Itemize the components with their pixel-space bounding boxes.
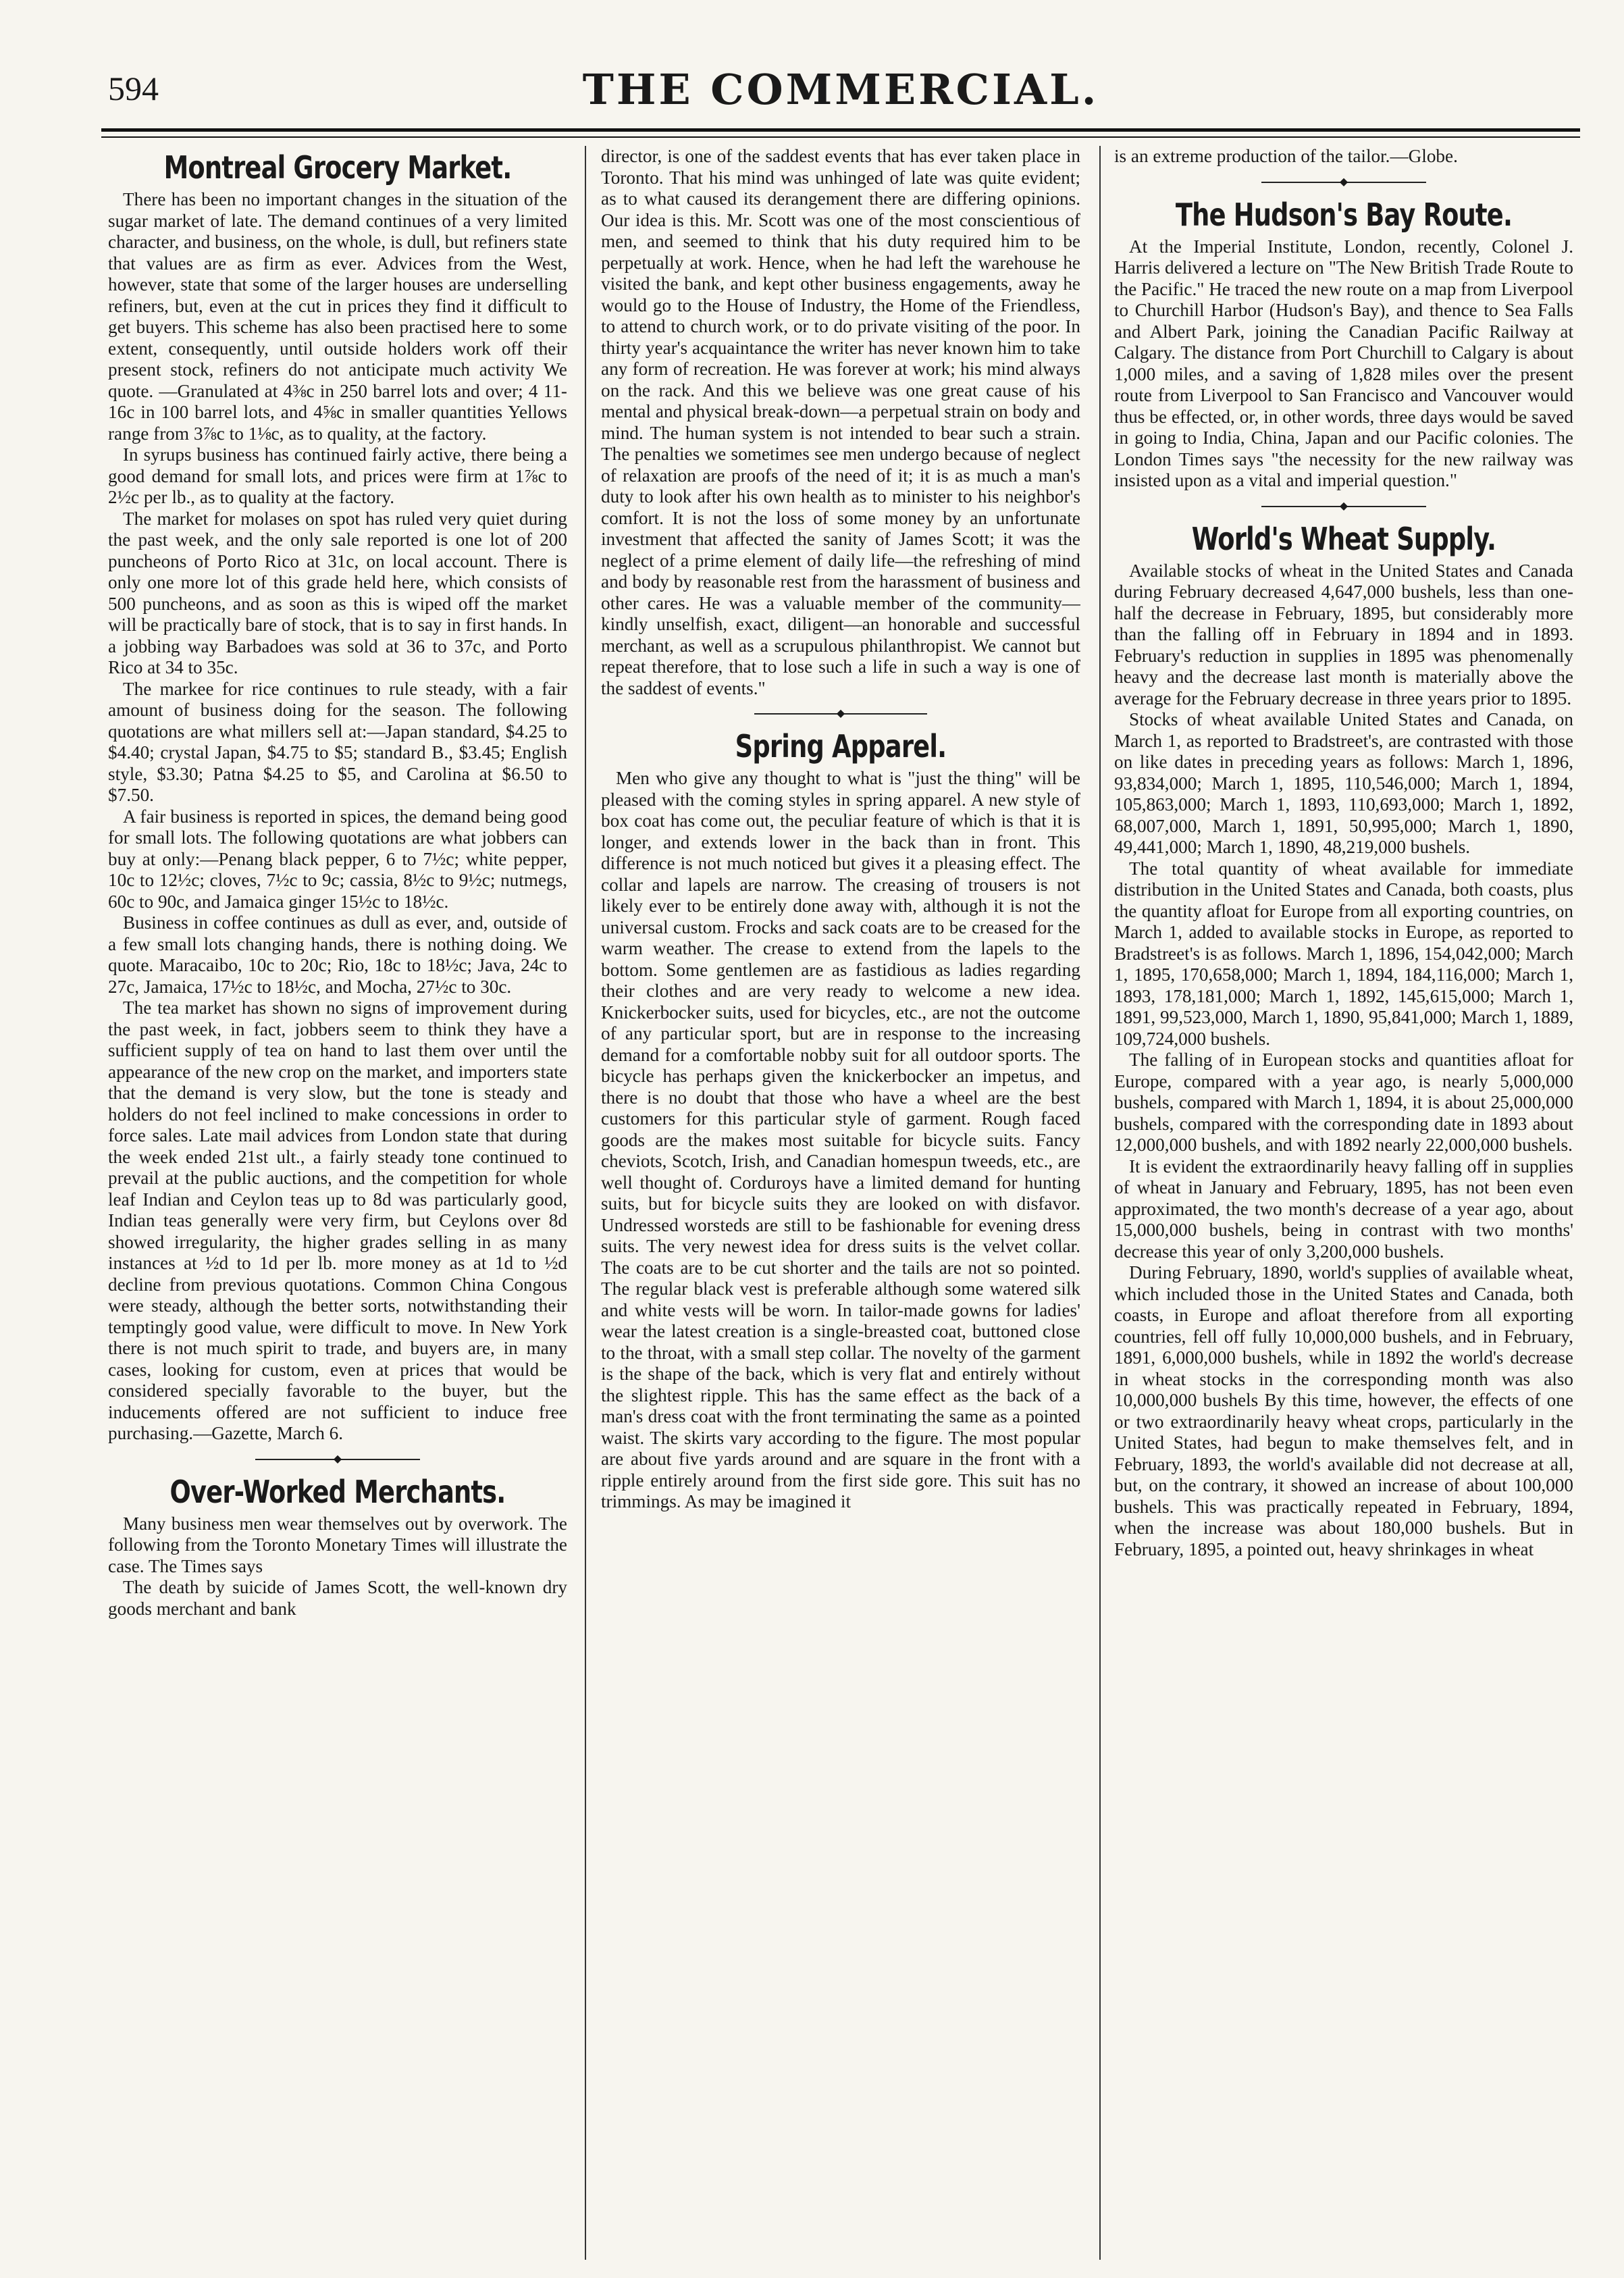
- article-paragraph: The total quantity of wheat available for immediate distribution in the United States and Canada, both coasts, plus the quantity afloat for Europe from all exporting countries, on March 1, added to available stocks in Europe, as reported to Bradstreet's is as follows. March 1, 1896, 154,042,000; March 1, 1895, 170,658,000; March 1, 1894, 184,116,000; March 1, 1893, 178,181,000; March 1, 1892, 145,615,000; March 1, 1891, 99,523,000, March 1, 1890, 95,841,000; March 1, 1889, 109,724,000 bushels.: [1114, 858, 1573, 1049]
- article-paragraph: Many business men wear themselves out by overwork. The following from the Toronto Monetary Times will illustrate the case. The Times says: [108, 1513, 567, 1576]
- diamond-ornament-icon: ◆: [333, 1453, 342, 1465]
- column-rule: [1099, 146, 1101, 2260]
- column-1: [108, 146, 567, 2260]
- article-paragraph: director, is one of the saddest events that has ever taken place in Toronto. That his mind was unhinged of late was quite evident; as to what caused its derangement there are differing opinions. Our idea is this. Mr. Scott was one of the most conscientious of men, and seemed to think that his duty required him to be perpetually at work. Hence, when he had left the warehouse he visited the bank, and kept other business engagements, away he would go to the House of Industry, the Home of the Friendless, to attend to church work, or to do private visiting of the poor. In thirty year's acquaintance the writer has never known him to take any form of recreation. He was forever at work; his mind always on the rack. And this we believe was one great cause of his mental and physical break-down—a perpetual strain on body and mind. The human system is not intended to bear such a strain. The penalties we sometimes see men undergo because of neglect of relaxation are proofs of the need of it; it is as much a man's duty to look after his own health as to minister to his neighbor's comfort. It is not the loss of some money by an unfortunate investment that affected the sanity of James Scott; it was the neglect of a prime element of daily life—the refreshing of mind and body by reasonable rest from the harassment of business and other cares. He was a valuable member of the community—kindly unselfish, exact, diligent—an honorable and successful merchant, as well as a scrupulous philanthropist. We cannot but repeat therefore, that to lose such a life in such a way is one of the saddest of events.": [601, 146, 1080, 698]
- article-paragraph: is an extreme production of the tailor.—Globe.: [1114, 146, 1458, 166]
- article-paragraph: The market for molases on spot has ruled very quiet during the past week, and the only sale reported is one lot of 200 puncheons of Porto Rico at 31c, on local account. There is only one more lot of this grade held here, which consists of 500 puncheons, and as soon as this is wiped off the market will be practically bare of stock, that is to say in first hands. In a jobbing way Barbadoes was sold at 36 to 37c, and Porto Rico at 34 to 35c.: [108, 508, 567, 677]
- article-paragraph: In syrups business has continued fairly active, there being a good demand for small lots, and prices were firm at 1⅞c to 2½c per lb., as to quality at the factory.: [108, 444, 567, 507]
- article-paragraph: Stocks of wheat available United States and Canada, on March 1, as reported to Bradstreet's, are contrasted with those on like dates in preceding years as follows: March 1, 1896, 93,834,000; March 1, 1895, 110,546,000; March 1, 1894, 105,863,000; March 1, 1893, 110,693,000; March 1, 1892, 68,007,000, March 1, 1891, 50,995,000; March 1, 1890, 49,441,000; March 1, 1890, 48,219,000 bushels.: [1114, 709, 1573, 857]
- article-paragraph: It is evident the extraordinarily heavy falling off in supplies of wheat in January and February, 1895, has not been even approximated, the two month's decrease of a year ago, about 15,000,000 bushels, being in contrast with two months' decrease this year of only 3,200,000 bushels.: [1114, 1156, 1573, 1262]
- article-paragraph: During February, 1890, world's supplies of available wheat, which included those in the United States and Canada, both coasts, in Europe and afloat therefore from all exporting countries, fell off fully 10,000,000 bushels, and in February, 1891, 6,000,000 bushels, while in 1892 the world's decrease in wheat stocks in the corresponding month was also 10,000,000 bushels By this time, however, the effects of one or two extraordinarily heavy wheat crops, particularly in the United States, had begun to make themselves felt, and in February, 1893, the world's available did not decrease at all, but, on the contrary, it showed an increase of about 100,000 bushels. This was practically repeated in February, 1894, when the increase was about 180,000 bushels. But in February, 1895, a pointed out, heavy shrinkages in wheat: [1114, 1262, 1573, 1559]
- article-heading: Spring Apparel.: [735, 728, 947, 765]
- section-divider: [601, 708, 1080, 719]
- section-divider: [1114, 501, 1573, 512]
- article-paragraph: Available stocks of wheat in the United States and Canada during February decreased 4,647,000 bushels, less than one-half the decrease in February, 1895, but considerably more than the falling off in February in 1894 and in 1893. February's reduction in supplies in 1895 was phenomenally heavy and the decrease last month is materially above the average for the February decrease in three years prior to 1895.: [1114, 560, 1573, 708]
- masthead: [101, 59, 1580, 127]
- article-heading: World's Wheat Supply.: [1191, 520, 1496, 557]
- article-paragraph: At the Imperial Institute, London, recently, Colonel J. Harris delivered a lecture on "The New British Trade Route to the Pacific." He traced the new route on a map from Liverpool to Churchill Harbor (Hudson's Bay), and thence to Sea Falls and Albert Park, joining the Canadian Pacific Railway at Calgary. The distance from Port Churchill to Calgary is about 1,000 miles, and a saving of 1,828 miles over the present route from Liverpool to San Francisco and Vancouver would thus be effected, or, in other words, three days would be saved in going to India, China, Japan and our Pacific colonies. The London Times says "the necessity for the new railway was insisted upon as a vital and imperial question.": [1114, 236, 1573, 490]
- page-number: 594: [108, 70, 159, 107]
- article-paragraph: Business in coffee continues as dull as ever, and, outside of a few small lots changing hands, there is nothing doing. We quote. Maracaibo, 10c to 20c; Rio, 18c to 18½c; Java, 24c to 27c, Jamaica, 17½c to 18½c, and Mocha, 27½c to 30c.: [108, 912, 567, 997]
- article-paragraph: The falling of in European stocks and quantities afloat for Europe, compared with a year ago, is nearly 5,000,000 bushels, compared with March 1, 1894, it is about 25,000,000 bushels, compared with the corresponding date in 1893 about 12,000,000 bushels, and with 1892 nearly 22,000,000 bushels.: [1114, 1050, 1573, 1155]
- section-divider: [1114, 177, 1573, 188]
- masthead-rule-thick: [101, 128, 1580, 132]
- article-paragraph: The tea market has shown no signs of improvement during the past week, in fact, jobbers seem to think they have a sufficient supply of tea on hand to last them over until the appearance of the new crop on the market, and importers state that the demand is very slow, but the tone is steady and holders do not feel inclined to make concessions in order to force sales. Late mail advices from London state that during the week ended 21st ult., a fairly steady tone continued to prevail at the public auctions, and the competition for whole leaf Indian and Ceylon teas up to 8d was particularly good, Indian teas generally were very firm, but Ceylons over 8d showed irregularity, the higher grades selling in as many instances at ½d to 1d per lb. more money as at 1d to ½d decline from previous quotations. Common China Congous were steady, although the better sorts, notwithstanding their temptingly good value, were difficult to move. In New York there is not much spirit to trade, and buyers are, in many cases, looking for custom, even at prices that would be considered specially favorable to the buyer, but the inducements offered are not sufficient to induce free purchasing.—Gazette, March 6.: [108, 998, 567, 1443]
- article-paragraph: There has been no important changes in the situation of the sugar market of late. The demand continues of a very limited character, and business, on the whole, is dull, but refiners state that values are as firm as ever. Advices from the West, however, state that some of the larger houses are underselling refiners, but, even at the cut in prices they find it difficult to get buyers. This scheme has also been practised here to some extent, consequently, until outside holders work off their present stock, refiners do not anticipate much activity We quote. —Granulated at 4⅜c in 250 barrel lots and over; 4 11-16c in 100 barrel lots, and 4⅝c in smaller quantities Yellows range from 3⅞c to 1⅛c, as to quality, at the factory.: [108, 189, 567, 444]
- diamond-ornament-icon: ◆: [836, 708, 845, 719]
- masthead-rule-thin: [101, 136, 1580, 138]
- column-rule: [585, 146, 586, 2260]
- article-heading: Montreal Grocery Market.: [163, 149, 512, 186]
- article-paragraph: The death by suicide of James Scott, the well-known dry goods merchant and bank: [108, 1577, 567, 1619]
- diamond-ornament-icon: ◆: [1339, 500, 1348, 512]
- column-2: [601, 146, 1080, 2260]
- article-paragraph: The markee for rice continues to rule steady, with a fair amount of business doing for the season. The following quotations are what millers sell at:—Japan standard, $4.25 to $4.40; crystal Japan, $4.75 to $5; standard B., $3.45; English style, $3.30; Patna $4.25 to $5, and Carolina at $6.50 to $7.50.: [108, 678, 567, 805]
- article-paragraph: Men who give any thought to what is "just the thing" will be pleased with the coming styles in spring apparel. A new style of box coat has come out, the peculiar feature of which is that it is longer, and extends lower in the back than in front. This difference is not much noticed but gives it a pleasing effect. The collar and lapels are narrow. The creasing of trousers is not likely ever to be entirely done away with, although it is not the universal custom. Frocks and sack coats are to be creased for the warm weather. The crease to extend from the lapels to the bottom. Some gentlemen are as fastidious as ladies regarding their clothes and are very ready to welcome a new idea. Knickerbocker suits, used for bicycles, etc., are not the outcome of any particular sport, but are in response to the increasing demand for a comfortable nobby suit for all outdoor sports. The bicycle has perhaps given the knickerbocker an impetus, and there is no doubt that those who have a wheel are the best customers for this particular style of garment. Rough faced goods are the makes most suitable for bicycle suits. Fancy cheviots, Scotch, Irish, and Canadian homespun tweeds, etc., are well thought of. Corduroys have a limited demand for hunting suits, but for bicycle suits they are looked on with disfavor. Undressed worsteds are still to be fashionable for evening dress suits. The very newest idea for dress suits is the velvet collar. The coats are to be cut shorter and the tails are not so pointed. The regular black vest is preferable although some watered silk and white vests will be worn. In tailor-made gowns for ladies' wear the latest creation is a single-breasted coat, buttoned close to the throat, with a small step collar. The novelty of the garment is the shape of the back, which is very flat and entirely without the slightest ripple. This has the same effect as the back of a man's dress coat with the front terminating the same as a pointed waist. The skirts vary according to the figure. The most popular are about five yards around and are square in the front with a ripple entirely around from the first side gore. This suit has no trimmings. As may be imagined it: [601, 768, 1080, 1511]
- article-heading: The Hudson's Bay Route.: [1175, 196, 1513, 233]
- newspaper-title: THE COMMERCIAL.: [582, 65, 1099, 114]
- article-paragraph: A fair business is reported in spices, the demand being good for small lots. The following quotations are what jobbers can buy at only:—Penang black pepper, 6 to 7½c; white pepper, 10c to 12½c; cloves, 7½c to 9c; cassia, 8½c to 9½c; nutmegs, 60c to 90c, and Jamaica ginger 15½c to 18½c.: [108, 806, 567, 912]
- article-heading: Over-Worked Merchants.: [169, 1473, 506, 1510]
- section-divider: [108, 1454, 567, 1465]
- column-3: [1114, 146, 1573, 2260]
- diamond-ornament-icon: ◆: [1339, 176, 1348, 188]
